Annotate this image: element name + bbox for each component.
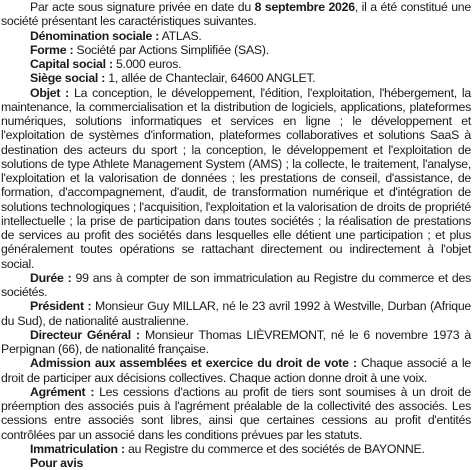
field-forme	[1, 43, 471, 57]
field-value: Société par Actions Simplifiée (SAS).	[73, 42, 269, 57]
field-value: 5.000 euros.	[112, 57, 182, 71]
field-immatriculation	[1, 442, 471, 456]
field-value: au Registre du commerce et des sociétés de BAYONNE.	[124, 441, 425, 456]
field-value: Monsieur Guy MILLAR, né le 23 avril 1992 à Westville, Durban (Afrique du Sud), de nationalité australienne.	[1, 299, 471, 328]
field-label: Immatriculation :	[30, 441, 125, 456]
closing-pour-avis: Pour avis	[30, 456, 84, 470]
field-label: Agrément :	[30, 384, 95, 399]
field-label: Directeur Général :	[30, 327, 140, 342]
field-denomination	[1, 29, 471, 43]
field-label: Objet :	[30, 85, 70, 100]
field-label: Durée :	[30, 270, 72, 285]
field-value: 1, allée de Chanteclair, 64600 ANGLET.	[105, 71, 316, 86]
intro-date: 8 septembre 2026	[254, 0, 355, 14]
field-label: Admission aux assemblées et exercice du droit de vote :	[30, 356, 357, 371]
field-directeur-general	[1, 328, 471, 357]
intro-before: Par acte sous signature privée en date du	[30, 0, 255, 14]
field-value: 99 ans à compter de son immatriculation au Registre du commerce et des sociétés.	[1, 270, 471, 299]
field-value: La conception, le développement, l'édition, l'exploitation, l'hébergement, la maintenance, la commercialisation et la distribution de logiciels, applications, plateformes numériques, solutions informatiques et services en ligne ; le développement et l'exploitation de systèmes d'information, plateformes collaboratives et solutions SaaS à destination des acteurs du sport ; la conception, le développement et l'exploitation de solutions de type Athlete Management System (AMS) ; la collecte, le traitement, l'analyse, l'exploitation et la valorisation de données ; les prestations de conseil, d'assistance, de formation, d'accompagnement, d'audit, de transformation numérique et d'intégration de solutions technologiques ; l'acquisition, l'exploitation et la valorisation de droits de propriété intellectuelle ; la prise de participation dans toutes sociétés ; la réalisation de prestations de services au profit des sociétés dans lesquelles elle détient une participation ; et plus généralement toutes opérations se rattachant directement ou indirectement à l'objet social.	[1, 85, 471, 271]
field-siege	[1, 71, 471, 85]
field-value: Chaque associé a le droit de participer aux décisions collectives. Chaque action donne droit à une voix.	[1, 356, 471, 385]
field-value: Monsieur Thomas LIÈVREMONT, né le 6 novembre 1973 à Perpignan (66), de nationalité française.	[1, 327, 471, 356]
field-agrement	[1, 385, 471, 442]
field-duree	[1, 271, 471, 300]
field-value: Les cessions d'actions au profit de tiers sont soumises à un droit de préemption des associés puis à l'agrément préalable de la collectivité des associés. Les cessions entre associés sont libres, ainsi que certaines cessions au profit d'entités contrôlées par un associé dans les conditions prévues par les statuts.	[1, 384, 471, 442]
field-value: ATLAS.	[159, 28, 202, 43]
field-label: Forme :	[30, 42, 74, 57]
field-label: Siège social :	[30, 71, 106, 86]
field-label: Président :	[30, 299, 92, 314]
intro-after: , il a été constitué une société présentant les caractéristiques suivantes.	[1, 0, 471, 29]
intro-paragraph	[1, 0, 471, 29]
field-capital	[1, 57, 471, 71]
field-label: Capital social :	[30, 57, 113, 71]
field-objet	[1, 86, 471, 271]
field-president	[1, 299, 471, 328]
field-label: Dénomination sociale :	[30, 28, 160, 43]
field-admission	[1, 356, 471, 385]
